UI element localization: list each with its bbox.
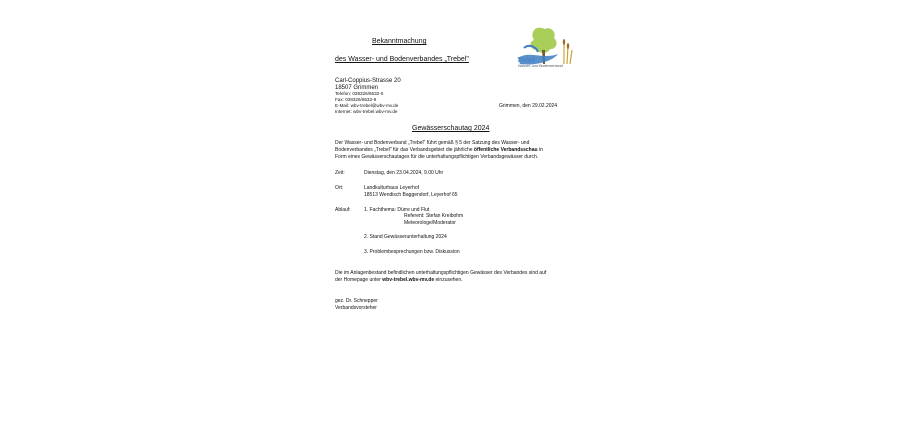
document-subtitle: des Wasser- und Bodenverbandes „Trebel" bbox=[335, 56, 469, 63]
intro-line-2: Bodenverbandes „Trebel" für das Verbandsgebiet die jährliche öffentliche Verbandsschau in bbox=[335, 147, 543, 153]
ort-label: Ort: bbox=[335, 185, 344, 191]
ablauf-item-1: 1. Fachthema: Dürre und Flut bbox=[364, 207, 430, 213]
event-title: Gewässerschautag 2024 bbox=[412, 125, 490, 132]
ablauf-label: Ablauf: bbox=[335, 207, 351, 213]
intro-line-1: Der Wasser- und Bodenverband „Trebel" führt gemäß § 5 der Satzung des Wasser- und bbox=[335, 140, 530, 146]
logo-tagline: Wasser- und Bodenverband bbox=[518, 64, 563, 68]
ablauf-item-1-referent: Referent: Stefan Kreibohm bbox=[404, 213, 464, 219]
address-email: E-Mail: wbv-trebel@wbv-mv.de bbox=[335, 103, 399, 108]
document-date: Grimmen, den 29.02.2024 bbox=[499, 103, 558, 109]
zeit-value: Dienstag, den 23.04.2024, 9.00 Uhr bbox=[364, 170, 444, 176]
ort-value-1: Landkulturhaus Leyerhof bbox=[364, 185, 420, 191]
address-phone: Telefon: 038326/6532-0 bbox=[335, 91, 384, 96]
homepage-link[interactable]: wbv-trebel.wbv-mv.de bbox=[382, 277, 435, 283]
ablauf-item-3: 3. Problembesprechungen bzw. Diskussion bbox=[364, 249, 460, 255]
address-city: 18507 Grimmen bbox=[335, 85, 379, 91]
closing-line-2: der Homepage unter wbv-trebel.wbv-mv.de einzusehen. bbox=[335, 277, 463, 283]
ablauf-item-1-role: Meteorologe/Moderator bbox=[404, 220, 456, 226]
address-internet: Internet: wbv-trebel.wbv-mv.de bbox=[335, 109, 398, 114]
signature-role: Verbandsvorsteher bbox=[335, 305, 377, 311]
ort-value-2: 18513 Wendisch Baggendorf, Leyerhof 65 bbox=[364, 192, 458, 198]
intro-line-3: Form eines Gewässerschautages für die unterhaltungspflichtigen Verbandsgewässer durch. bbox=[335, 154, 539, 160]
address-street: Carl-Coppius-Strasse 20 bbox=[335, 78, 401, 84]
zeit-label: Zeit: bbox=[335, 170, 345, 176]
signature-name: gez. Dr. Schnepper bbox=[335, 298, 378, 304]
document-title: Bekanntmachung bbox=[372, 38, 427, 45]
address-fax: Fax: 038326/6532-9 bbox=[335, 97, 377, 102]
logo-name: Trebel bbox=[517, 56, 535, 64]
ablauf-item-2: 2. Stand Gewässerunterhaltung 2024 bbox=[364, 234, 447, 240]
closing-line-1: Die im Anlagenbestand befindlichen unterhaltungspflichtigen Gewässer des Verbandes sind auf bbox=[335, 270, 547, 276]
